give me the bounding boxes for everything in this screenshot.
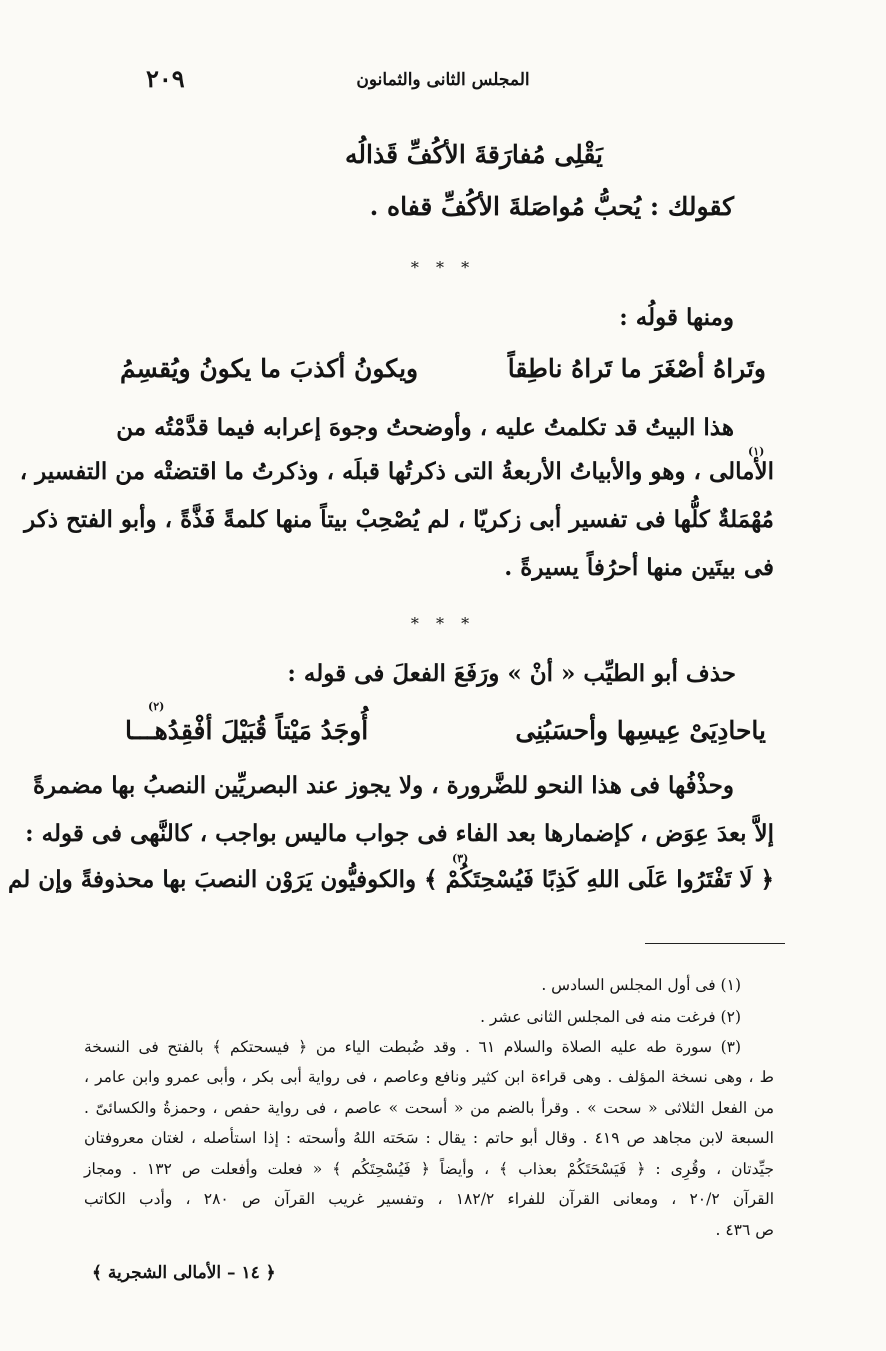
footnote-marker: (٢) [148, 700, 165, 713]
footnote-marker: (٣) [452, 852, 469, 865]
footnote-3-line: ص ٤٣٦ . [715, 1221, 774, 1239]
chapter-title: المجلس الثانى والثمانون [356, 70, 530, 90]
signature-footer: ﴿ ١٤ – الأمالى الشجرية ﴾ [92, 1263, 276, 1283]
verse-hemistich-left: ويكونُ أكذبَ ما يكونُ ويُقسِمُ [120, 354, 419, 383]
footnote-3-line: من الفعل الثلاثى « سحت » . وقرأ بالضم من « أسحت » عاصم ، فى رواية حفص ، وحمزةُ والكسائىّ . [84, 1099, 774, 1117]
paragraph-line: فى بيتَين منها أحرُفاً يسيرةً . [504, 554, 774, 581]
footnote-marker: (١) [748, 445, 765, 458]
section-intro: ومنها قولُه : [619, 304, 734, 331]
paragraph-line: وحذْفُها فى هذا النحو للضَّرورة ، ولا يجوز عند البصريِّين النصبُ بها مضمرةً [32, 772, 734, 799]
section-intro: حذف أبو الطيِّب « أنْ » ورَفَعَ الفعلَ فى قوله : [287, 660, 736, 687]
paragraph-line: مُهْمَلةٌ كلُّها فى تفسير أبى زكريّا ، لم يُصْحِبْ بيتاً منها كلمةً فَذَّةً ، وأبو الفتح ذكر [24, 506, 774, 533]
section-separator: * * * [410, 614, 476, 633]
verse-line: يَقْلِى مُفارَقةَ الأكُفِّ قَذالُه [345, 140, 603, 169]
footnote-3-line: القرآن ٢٠/٢ ، ومعانى القرآن للفراء ١٨٢/٢ ، وتفسير غريب القرآن ص ٢٨٠ ، وأدب الكاتب [84, 1190, 775, 1208]
paragraph-line: إلاَّ بعدَ عِوَض ، كإضمارها بعد الفاء فى جواب ماليس بواجب ، كالنَّهى فى قوله : [25, 820, 774, 847]
page-number: ٢٠٩ [146, 64, 185, 93]
paragraph-line: ﴿ لَا تَفْتَرُوا عَلَى اللهِ كَذِبًا فَيُسْحِتَكُمْ ﴾ والكوفيُّون يَرَوْن النصبَ بها محذوفةً وإن لم [7, 866, 774, 893]
verse-hemistich-right: ياحادِيَىْ عِيسِها وأحسَبُنِى [515, 716, 766, 745]
footnote-1: (١) فى أول المجلس السادس . [541, 976, 741, 994]
footnote-3-line: ط ، وهى نسخة المؤلف . وهى قراءة ابن كثير ونافع وعاصم ، فى رواية أبى بكر ، وأبى عمرو وابن عامر ، [84, 1068, 774, 1086]
footnote-divider [645, 943, 785, 944]
paragraph-line: هذا البيتُ قد تكلمتُ عليه ، وأوضحتُ وجوهَ إعرابه فيما قدَّمْتُه من [116, 414, 734, 441]
verse-explanation: كقولك : يُحبُّ مُواصَلةَ الأكُفِّ قفاه . [369, 192, 734, 221]
footnote-3-line: السبعة لابن مجاهد ص ٤١٩ . وقال أبو حاتم : يقال : سَحَته اللهُ وأسحته : إذا استأصله ، لغتان معروفتان [84, 1129, 774, 1147]
footnote-2: (٢) فرغت منه فى المجلس الثانى عشر . [480, 1008, 741, 1026]
paragraph-line: الأمالى ، وهو والأبياتُ الأربعةُ التى ذكرتُها قبلَه ، وذكرتُ ما اقتضتْه من التفسير ، [19, 458, 774, 485]
footnote-3-line: جيِّدتان ، وقُرِى : ﴿ فَيَسْحَتَكُمْ بعذاب ﴾ ، وأيضاً ﴿ فَيُسْحِتَكُم ﴾ « فعلت وأفعلت ص ١٣٢ . ومجاز [84, 1160, 774, 1178]
footnote-3-line: (٣) سورة طه عليه الصلاة والسلام ٦١ . وقد ضُبطت الياء من ﴿ فيسحتكم ﴾ بالفتح فى النسخة [84, 1038, 742, 1056]
running-header [0, 62, 886, 102]
section-separator: * * * [410, 258, 476, 277]
verse-hemistich-right: وتَراهُ أصْغَرَ ما تَراهُ ناطِقاً [507, 354, 766, 383]
verse-hemistich-left: أُوجَدُ مَيْتاً قُبَيْلَ أفْقِدُهـــا [125, 716, 369, 745]
